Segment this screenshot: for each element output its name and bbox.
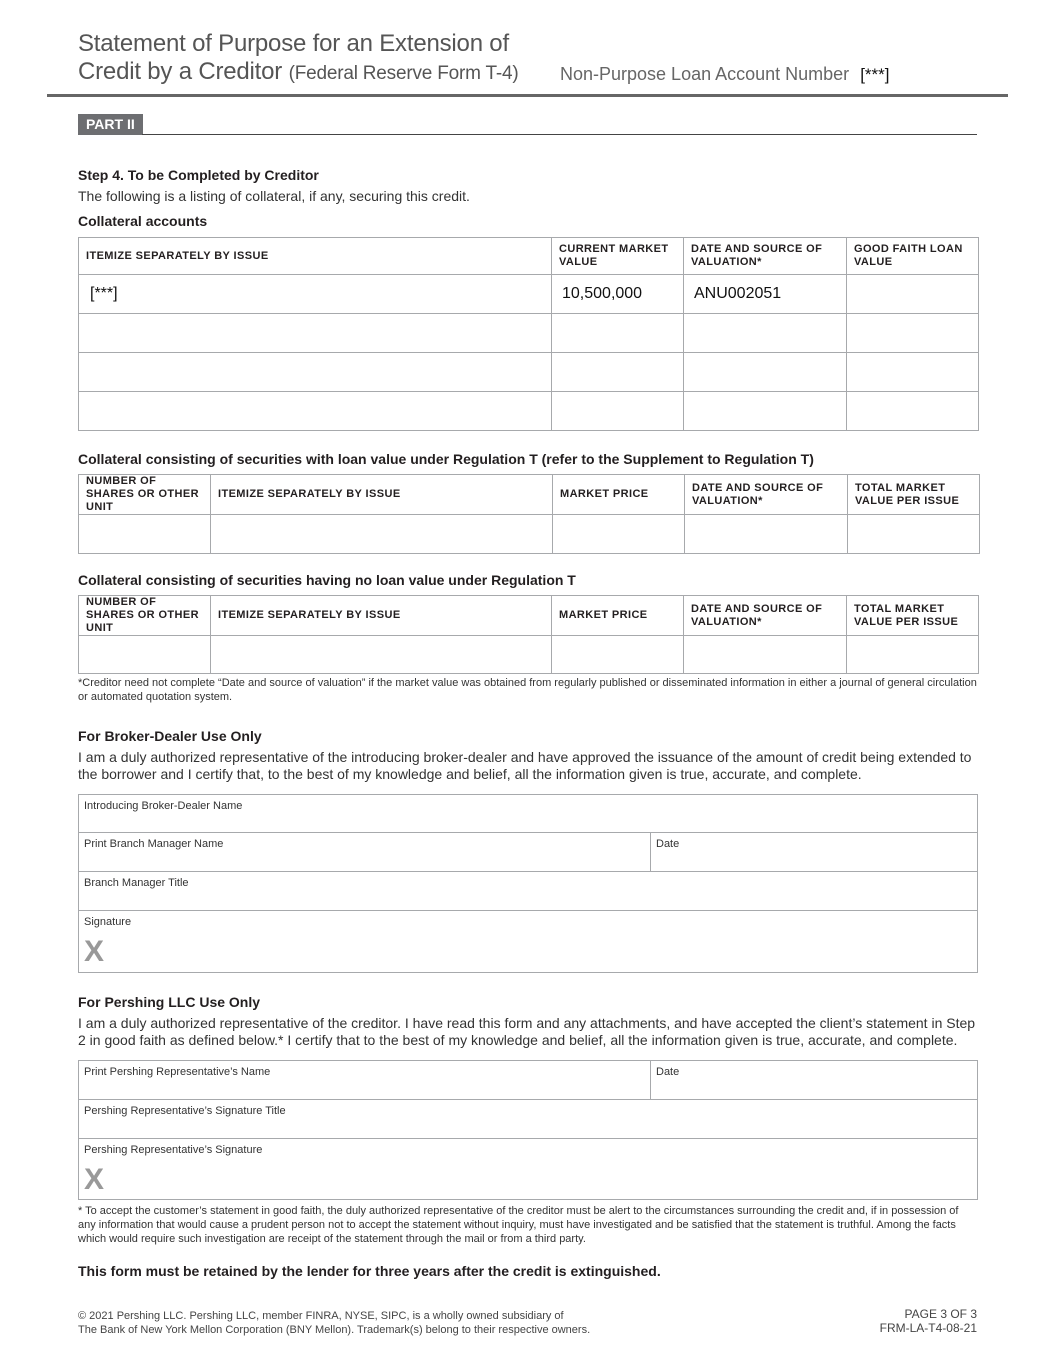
part-divider	[142, 134, 977, 135]
pershing-date-field[interactable]	[650, 1060, 978, 1100]
table-row	[79, 275, 979, 314]
retention-notice: This form must be retained by the lender for three years after the credit is extinguished.	[78, 1263, 661, 1279]
copyright	[78, 1309, 590, 1337]
table-row	[79, 314, 979, 353]
column-header: NUMBER OF SHARES OR OTHER UNIT	[79, 475, 211, 515]
step4-intro: The following is a listing of collateral, if any, securing this credit.	[78, 188, 470, 204]
table-cell[interactable]: [***]	[79, 275, 552, 314]
no-loan-value-table	[78, 595, 979, 674]
broker-dealer-heading: For Broker-Dealer Use Only	[78, 728, 262, 744]
table-cell[interactable]	[79, 392, 552, 431]
field-label: Pershing Representative’s Signature	[84, 1144, 263, 1156]
loan-value-heading: Collateral consisting of securities with loan value under Regulation T (refer to the Supplement to Regulation T)	[78, 451, 814, 467]
collateral-accounts-table	[78, 237, 979, 431]
table-cell[interactable]: 10,500,000	[552, 275, 684, 314]
column-header: ITEMIZE SEPARATELY BY ISSUE	[211, 596, 552, 636]
pershing-signature-field[interactable]	[78, 1138, 978, 1200]
good-faith-footnote: * To accept the customer’s statement in good faith, the duly authorized representative of the creditor must be alert to the circumstances surrounding the credit and, if in possession of any information that would cause a prudent person not to accept the statement without inquiry, must have investigated and be satisfied that the statement is truthful. Among the facts which would require such investigation are receipt of the statement through the mail or from a third party.	[78, 1205, 959, 1245]
form-title-sub: (Federal Reserve Form T-4)	[288, 63, 519, 84]
table-cell[interactable]	[79, 515, 211, 554]
branch-manager-title-field[interactable]	[78, 871, 978, 911]
field-label: Print Pershing Representative’s Name	[84, 1066, 271, 1078]
account-number-label: Non-Purpose Loan Account Number	[560, 64, 850, 84]
signature-x-mark: X	[84, 1163, 105, 1196]
table-row	[79, 353, 979, 392]
table-cell[interactable]	[684, 353, 847, 392]
no-loan-value-heading: Collateral consisting of securities having no loan value under Regulation T	[78, 572, 576, 588]
step4-heading: Step 4. To be Completed by Creditor	[78, 167, 319, 183]
field-label: Date	[656, 838, 680, 850]
form-title	[78, 30, 518, 88]
column-header: CURRENT MARKET VALUE	[552, 238, 684, 275]
column-header: ITEMIZE SEPARATELY BY ISSUE	[79, 238, 552, 275]
table-cell[interactable]	[211, 515, 553, 554]
table-cell[interactable]	[848, 515, 980, 554]
table-cell[interactable]	[79, 636, 211, 674]
table-cell[interactable]	[684, 636, 847, 674]
copyright-line1: © 2021 Pershing LLC. Pershing LLC, member FINRA, NYSE, SIPC, is a wholly owned subsidiary of	[78, 1310, 564, 1322]
form-id: FRM-LA-T4-08-21	[879, 1321, 977, 1335]
table-cell[interactable]	[684, 314, 847, 353]
branch-manager-name-field[interactable]	[78, 832, 651, 872]
column-header: GOOD FAITH LOAN VALUE	[847, 238, 979, 275]
column-header: TOTAL MARKET VALUE PER ISSUE	[848, 475, 980, 515]
column-header: ITEMIZE SEPARATELY BY ISSUE	[211, 475, 553, 515]
account-number	[560, 64, 889, 85]
page-number: PAGE 3 OF 3	[904, 1307, 977, 1321]
field-label: Introducing Broker-Dealer Name	[84, 800, 243, 812]
table-header-row	[79, 475, 980, 515]
table-row	[79, 515, 980, 554]
pershing-heading: For Pershing LLC Use Only	[78, 994, 261, 1010]
broker-date-field[interactable]	[650, 832, 978, 872]
table-cell[interactable]	[552, 392, 684, 431]
table-cell[interactable]	[79, 314, 552, 353]
table-cell[interactable]	[847, 392, 979, 431]
form-title-main: Credit by a Creditor	[78, 58, 283, 85]
table-cell[interactable]	[552, 636, 684, 674]
table-cell[interactable]	[552, 353, 684, 392]
pershing-rep-name-field[interactable]	[78, 1060, 651, 1100]
field-label: Signature	[84, 916, 132, 928]
table-cell[interactable]	[847, 353, 979, 392]
field-label: Pershing Representative’s Signature Title	[84, 1105, 286, 1117]
column-header: DATE AND SOURCE OF VALUATION*	[684, 238, 847, 275]
collateral-accounts-heading: Collateral accounts	[78, 213, 208, 229]
table-row	[79, 392, 979, 431]
table-header-row	[79, 596, 979, 636]
loan-value-table	[78, 474, 980, 554]
table-cell[interactable]	[847, 636, 979, 674]
field-label: Date	[656, 1066, 680, 1078]
table-cell[interactable]	[79, 353, 552, 392]
table-cell[interactable]	[552, 314, 684, 353]
header-divider	[47, 94, 1008, 97]
broker-signature-field[interactable]	[78, 910, 978, 973]
column-header: DATE AND SOURCE OF VALUATION*	[684, 596, 847, 636]
valuation-footnote: *Creditor need not complete “Date and source of valuation” if the market value was obtained from regularly published or disseminated information in either a journal of general circulation or automated quotation system.	[78, 677, 977, 703]
column-header: TOTAL MARKET VALUE PER ISSUE	[847, 596, 979, 636]
table-header-row	[79, 238, 979, 275]
table-row	[79, 636, 979, 674]
table-cell[interactable]	[211, 636, 552, 674]
table-cell[interactable]	[685, 515, 848, 554]
account-number-value[interactable]: [***]	[860, 65, 890, 84]
copyright-line2: The Bank of New York Mellon Corporation (BNY Mellon). Trademark(s) belong to their respective owners.	[78, 1324, 591, 1336]
table-cell[interactable]	[847, 314, 979, 353]
column-header: DATE AND SOURCE OF VALUATION*	[685, 475, 848, 515]
broker-dealer-statement: I am a duly authorized representative of the introducing broker-dealer and have approved the issuance of the amount of credit being extended to the borrower and I certify that, to the best of my knowledge and belief, all the information given is true, accurate, and complete.	[78, 749, 972, 782]
table-cell[interactable]	[553, 515, 685, 554]
table-cell[interactable]: ANU002051	[684, 275, 847, 314]
part-badge: PART II	[78, 114, 143, 135]
field-label: Print Branch Manager Name	[84, 838, 224, 850]
page-info	[880, 1307, 977, 1335]
column-header: MARKET PRICE	[553, 475, 685, 515]
introducing-broker-dealer-name-field[interactable]	[78, 794, 978, 833]
column-header: MARKET PRICE	[552, 596, 684, 636]
table-cell[interactable]	[847, 275, 979, 314]
field-label: Branch Manager Title	[84, 877, 189, 889]
column-header: NUMBER OF SHARES OR OTHER UNIT	[79, 596, 211, 636]
signature-x-mark: X	[84, 935, 105, 968]
form-title-line1: Statement of Purpose for an Extension of	[78, 30, 509, 57]
form-title-line2	[78, 58, 518, 88]
table-cell[interactable]	[684, 392, 847, 431]
pershing-signature-title-field[interactable]	[78, 1099, 978, 1139]
pershing-statement: I am a duly authorized representative of the creditor. I have read this form and any attachments, and have accepted the client’s statement in Step 2 in good faith as defined below.* I certify that to the best of my knowledge and belief, all the information given is true, accurate, and complete.	[78, 1015, 976, 1048]
